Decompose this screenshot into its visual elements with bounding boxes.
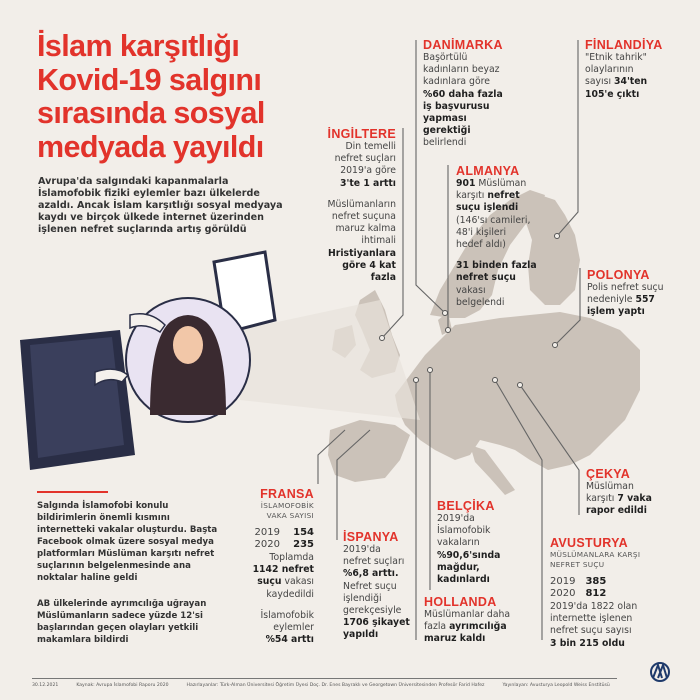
country-cekya <box>586 467 652 518</box>
intro-text: Avrupa'da salgındaki kapanmalarla İslamofobik fiziki eylemler bazı ülkelerde azaldı. Ancak İslam karşıtlığı sosyal medyaya kaydı ve birçok ülkede internet üzerinden işlenen nefret suçlarında artış görüldü <box>38 176 283 235</box>
yearly-stats <box>550 576 640 599</box>
text-line <box>587 306 664 318</box>
country-finlandiya <box>585 38 663 101</box>
text-line <box>300 153 396 165</box>
highlight-text: rapor edildi <box>586 505 647 517</box>
body-text: 48'i kişileri <box>456 226 507 238</box>
body-text: hedef aldı) <box>456 239 506 251</box>
country-name: ALMANYA <box>456 164 520 178</box>
divider-accent <box>37 491 108 493</box>
text-line <box>300 199 396 211</box>
country-name: AVUSTURYA <box>550 536 628 550</box>
body-text: karşıtı <box>586 493 618 505</box>
text-line <box>456 227 537 239</box>
highlight-text: kadınlardı <box>437 574 490 586</box>
highlight-text: 557 <box>635 294 655 306</box>
text-line <box>343 544 410 556</box>
country-ispanya <box>343 530 410 642</box>
country-avusturya <box>550 536 640 650</box>
text-line <box>300 248 396 260</box>
body-text: 2019'da 1822 olan <box>550 601 638 612</box>
text-line <box>437 562 500 574</box>
text-line <box>300 165 396 177</box>
text-line <box>424 633 510 645</box>
body-text: Müslüman <box>586 481 634 492</box>
highlight-text: gerektiği <box>423 125 471 137</box>
body-text: nedeniyle <box>587 294 636 306</box>
text-line <box>456 297 537 309</box>
text-line <box>300 178 396 190</box>
paragraph-gap <box>300 190 396 199</box>
text-line <box>238 576 314 588</box>
footer-prepared: Hazırlayanlar: Türk-Alman Üniversitesi Öğretim Üyesi Doç. Dr. Enes Bayraklı ve Georgetown Üniversitesinden Profesör Farid Hafez <box>186 683 485 688</box>
text-line <box>550 613 640 625</box>
text-line <box>423 89 503 101</box>
footer-date: 30.12.2021 <box>32 683 59 688</box>
text-line <box>423 113 503 125</box>
highlight-text: yapıldı <box>343 629 379 641</box>
body-text: Müslüman <box>475 178 527 189</box>
stat-year: 2020 <box>550 587 576 599</box>
text-line <box>300 223 396 235</box>
text-line <box>300 272 396 284</box>
text-line <box>343 605 410 617</box>
note-paragraph: Salgında İslamofobi konulu bildirimlerin önemli kısmını internetteki vakalar oluşturdu. Başta Facebook olmak üzere sosyal medya platformları Müslüman karşıtı nefret suçlarının belgelenmesinde ana noktalar haline geldi <box>37 501 218 583</box>
country-belcika <box>437 499 500 586</box>
body-text: sayısı <box>585 76 615 88</box>
body-text: İslamofobik <box>437 525 491 537</box>
anadolu-agency-logo <box>651 663 669 681</box>
text-line <box>585 76 663 88</box>
highlight-text: fazla <box>370 272 396 284</box>
body-text: 2019'a göre <box>340 165 396 177</box>
text-line <box>587 282 664 294</box>
highlight-text: %60 daha fazla <box>423 88 503 100</box>
footer <box>32 683 610 688</box>
text-line <box>456 215 537 227</box>
country-subtitle: MÜSLÜMANLARA KARŞI <box>550 550 641 559</box>
highlight-text: %6,8 arttı. <box>343 568 399 580</box>
title-line: Kovid-19 salgını <box>37 62 262 97</box>
highlight-text: %54 arttı <box>265 634 314 646</box>
text-line <box>238 564 314 576</box>
body-text: kadınlara göre <box>423 76 490 88</box>
text-line <box>238 610 314 622</box>
highlight-text: 105'e çıktı <box>585 88 640 100</box>
stat-year: 2019 <box>550 576 576 587</box>
body-text: Nefret suçu <box>343 580 397 592</box>
paragraph-gap <box>456 251 537 260</box>
highlight-text: mağdur, <box>437 561 480 573</box>
body-text: Polis nefret suçu <box>587 282 664 293</box>
text-line <box>423 52 503 64</box>
stat-value: 385 <box>585 576 607 587</box>
highlight-text: 7 vaka <box>617 493 652 505</box>
body-text: nefret suçları <box>343 556 405 568</box>
title-line: İslam karşıtlığı <box>37 29 240 63</box>
text-line <box>456 260 537 272</box>
country-name: POLONYA <box>587 268 650 282</box>
body-text: maruz kalma <box>335 223 396 235</box>
country-name: FİNLANDİYA <box>585 38 663 52</box>
country-name: HOLLANDA <box>424 595 497 609</box>
stat-row <box>238 539 314 551</box>
body-text: Din temelli <box>345 141 396 152</box>
text-line <box>423 101 503 113</box>
text-line <box>586 505 652 517</box>
body-text: vakası <box>281 576 314 588</box>
text-line <box>343 581 410 593</box>
body-text: belgelendi <box>456 296 505 308</box>
highlight-text: nefret <box>487 190 520 202</box>
text-line <box>586 493 652 505</box>
body-text: olaylarının <box>585 64 634 76</box>
footer-source: Kaynak: Avrupa İslamofobi Raporu 2020 <box>76 683 169 688</box>
stat-row <box>550 588 640 600</box>
body-text: "Etnik tahrik" <box>585 52 647 63</box>
title-line: sırasında sosyal <box>37 96 265 130</box>
text-line <box>586 481 652 493</box>
country-name: İSPANYA <box>343 530 399 544</box>
country-name: İNGİLTERE <box>327 127 396 141</box>
highlight-text: 1706 şikayet <box>343 617 410 629</box>
title-line: medyada yayıldı <box>37 129 264 164</box>
text-line <box>456 285 537 297</box>
text-line <box>585 64 663 76</box>
body-text: nefret suçları <box>334 153 396 165</box>
highlight-text: suçu işlendi <box>456 202 519 214</box>
text-line <box>423 64 503 76</box>
country-name: ÇEKYA <box>586 467 631 481</box>
country-polonya <box>587 268 664 319</box>
highlight-text: 31 binden fazla <box>456 260 537 272</box>
stat-year: 2019 <box>254 527 280 538</box>
text-line <box>300 235 396 247</box>
body-text: İslamofobik <box>260 609 314 621</box>
text-line <box>456 202 537 214</box>
body-text: belirlendi <box>423 137 467 149</box>
highlight-text: 3'te 1 arttı <box>340 177 396 189</box>
country-almanya <box>456 164 537 309</box>
footer-divider <box>32 678 617 679</box>
text-line <box>456 239 537 251</box>
body-text: eylemler <box>273 622 314 634</box>
highlight-text: Hristiyanlara <box>328 247 396 259</box>
text-line <box>456 272 537 284</box>
yearly-stats <box>238 527 314 550</box>
highlight-text: göre 4 kat <box>342 259 396 271</box>
country-ingiltere <box>300 127 396 284</box>
stat-row <box>550 576 640 588</box>
text-line <box>550 625 640 637</box>
country-danimarka <box>423 38 503 150</box>
body-text: nefret suçu sayısı <box>550 625 632 637</box>
body-text: fazla <box>424 621 450 633</box>
text-line <box>587 294 664 306</box>
text-line <box>423 137 503 149</box>
country-hollanda <box>424 595 510 646</box>
highlight-text: 901 <box>456 178 476 189</box>
body-text: 2019'da <box>343 544 381 555</box>
country-name: DANİMARKA <box>423 38 503 52</box>
footer-publisher: Yayınlayan: Avusturya Leopold Weiss Enstitüsü <box>502 683 610 688</box>
text-line <box>300 260 396 272</box>
text-line <box>238 622 314 634</box>
text-line <box>238 552 314 564</box>
text-line <box>437 537 500 549</box>
country-fransa <box>238 487 314 646</box>
text-line <box>585 52 663 64</box>
highlight-text: 34'ten <box>614 76 648 88</box>
body-text: (146'sı camileri, <box>456 214 531 226</box>
body-text: Müslümanlar daha <box>424 609 511 620</box>
body-text: Müslümanların <box>327 198 396 210</box>
text-line <box>343 629 410 641</box>
country-subtitle: İSLAMOFOBİK <box>260 501 314 510</box>
body-text: Toplamda <box>269 552 314 563</box>
text-line <box>238 634 314 646</box>
side-notes <box>37 500 225 646</box>
text-line <box>423 76 503 88</box>
text-line <box>424 621 510 633</box>
text-line <box>424 609 510 621</box>
country-subtitle: NEFRET SUÇU <box>550 560 605 569</box>
text-line <box>300 141 396 153</box>
stat-value: 235 <box>293 538 314 550</box>
body-text: Başörtülü <box>423 52 468 63</box>
stat-year: 2020 <box>254 538 280 550</box>
highlight-text: iş başvurusu <box>423 100 490 112</box>
highlight-text: nefret suçu <box>456 272 516 284</box>
highlight-text: 1142 nefret <box>252 564 314 576</box>
text-line <box>585 89 663 101</box>
text-line <box>550 638 640 650</box>
body-text: kaydedildi <box>266 588 314 600</box>
body-text: ihtimali <box>361 235 396 247</box>
stat-value: 812 <box>585 587 607 599</box>
text-line <box>423 125 503 137</box>
body-text: gerekçesiyle <box>343 605 402 617</box>
country-name: BELÇİKA <box>437 499 495 513</box>
body-text: karşıtı <box>456 190 488 202</box>
body-text: 2019'da <box>437 513 475 524</box>
note-paragraph: AB ülkelerinde ayrımcılığa uğrayan Müslümanların sadece yüzde 12'si başlarından geçen olayları yetkili makamlara bildirdi <box>37 599 207 645</box>
body-text: işlendiği <box>343 592 382 604</box>
text-line <box>238 589 314 601</box>
text-line <box>456 178 537 190</box>
highlight-text: suçu <box>257 576 282 588</box>
text-line <box>437 513 500 525</box>
highlight-text: yapması <box>423 113 467 125</box>
text-line <box>300 211 396 223</box>
country-name: FRANSA <box>260 487 314 501</box>
text-line <box>456 190 537 202</box>
body-text: vakası <box>456 284 486 296</box>
stat-value: 154 <box>293 527 314 538</box>
body-text: vakaların <box>437 537 480 549</box>
text-line <box>437 550 500 562</box>
stat-row <box>238 527 314 539</box>
body-text: internette işlenen <box>550 613 633 625</box>
body-text: kadınların beyaz <box>423 64 500 76</box>
text-line <box>343 593 410 605</box>
country-subtitle: VAKA SAYISI <box>266 511 314 520</box>
paragraph-gap <box>238 601 314 610</box>
text-line <box>550 601 640 613</box>
highlight-text: 3 bin 215 oldu <box>550 637 625 649</box>
text-line <box>437 574 500 586</box>
text-line <box>343 556 410 568</box>
highlight-text: ayrımcılığa <box>449 621 507 633</box>
text-line <box>437 525 500 537</box>
highlight-text: maruz kaldı <box>424 633 486 645</box>
page-title <box>37 30 337 164</box>
text-line <box>343 617 410 629</box>
body-text: nefret suçuna <box>331 211 396 223</box>
highlight-text: işlem yaptı <box>587 306 645 318</box>
text-line <box>343 568 410 580</box>
highlight-text: %90,6'sında <box>437 549 501 561</box>
